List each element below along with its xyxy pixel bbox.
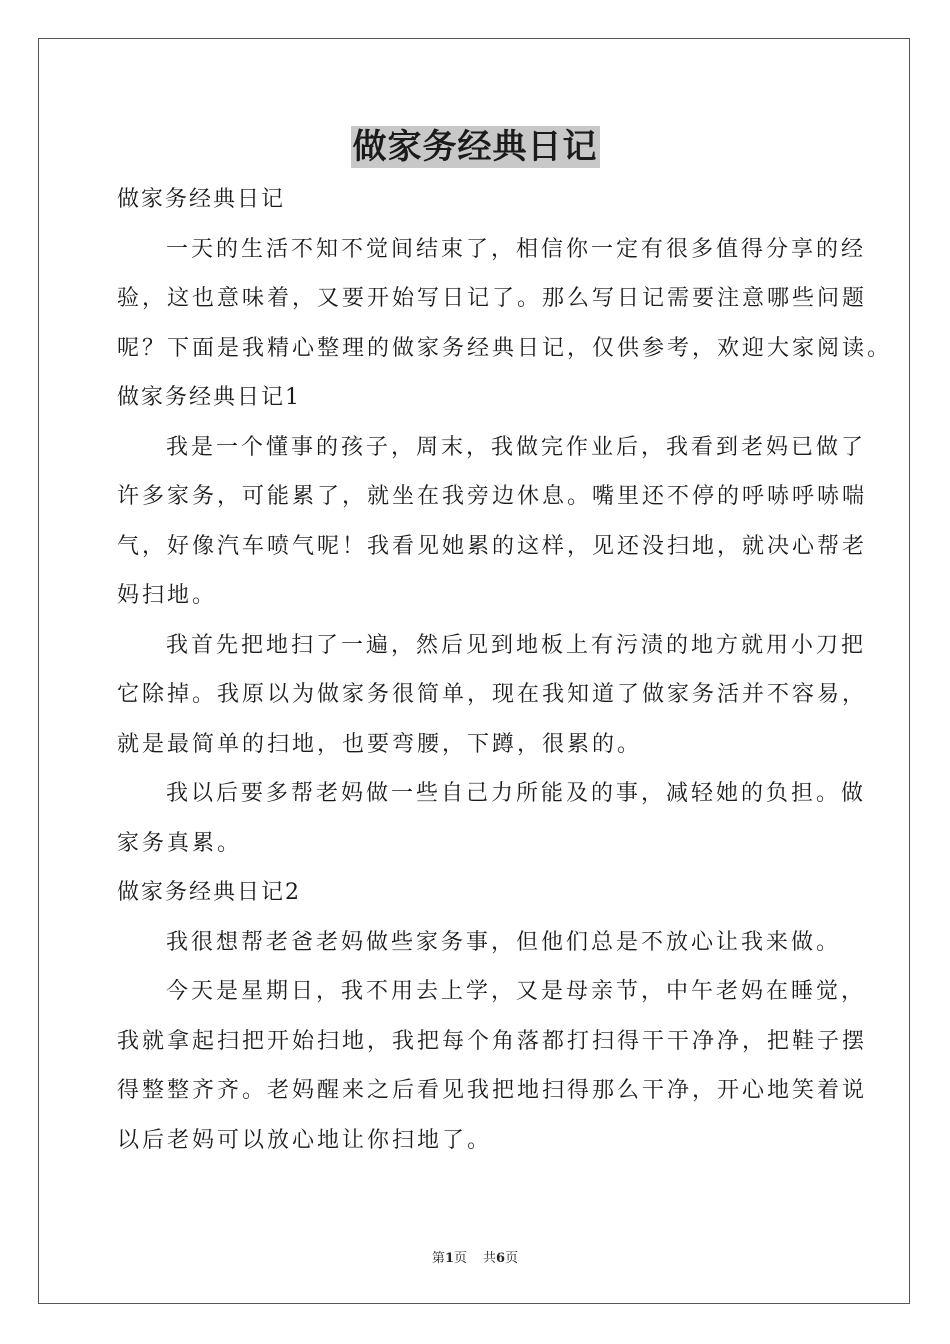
text-line: 它除掉。我原以为做家务很简单，现在我知道了做家务活并不容易， (117, 682, 868, 707)
page-label-suffix: 页 (453, 1251, 467, 1266)
page-label-prefix: 第 (431, 1251, 445, 1266)
page-footer (0, 1247, 950, 1266)
document-body (117, 175, 893, 1165)
total-label-suffix: 页 (505, 1251, 519, 1266)
text-line: 许多家务，可能累了，就坐在我旁边休息。嘴里还不停的呼哧呼哧喘 (117, 484, 868, 509)
text-line: 得整整齐齐。老妈醒来之后看见我把地扫得那么干净，开心地笑着说 (117, 1078, 868, 1103)
page-number: 1 (444, 1251, 454, 1266)
section-heading: 做家务经典日记2 (117, 880, 301, 905)
text-line: 呢？下面是我精心整理的做家务经典日记，仅供参考，欢迎大家阅读。 (117, 335, 893, 361)
text-line: 就是最简单的扫地，也要弯腰，下蹲，很累的。 (117, 731, 643, 757)
text-line: 我就拿起扫把开始扫地，我把每个角落都打扫得干干净净，把鞋子摆 (117, 1028, 868, 1054)
total-pages: 6 (496, 1251, 506, 1266)
document-title: 做家务经典日记 (352, 127, 598, 167)
text-line: 验，这也意味着，又要开始写日记了。那么写日记需要注意哪些问题 (117, 286, 868, 311)
section-heading: 做家务经典日记 (117, 187, 286, 212)
text-line: 气，好像汽车喷气呢！我看见她累的这样，见还没扫地，就决心帮老 (117, 533, 868, 559)
text-line: 家务真累。 (117, 830, 243, 856)
text-line: 我很想帮老爸老妈做些家务事，但他们总是不放心让我来做。 (166, 929, 842, 955)
text-line: 以后老妈可以放心地让你扫地了。 (117, 1127, 493, 1153)
title-block (0, 126, 950, 168)
text-line: 我首先把地扫了一遍，然后见到地板上有污渍的地方就用小刀把 (166, 632, 867, 658)
section-heading: 做家务经典日记1 (117, 385, 301, 410)
total-label-prefix: 共 (483, 1251, 497, 1266)
text-line: 今天是星期日，我不用去上学，又是母亲节，中午老妈在睡觉， (166, 979, 867, 1004)
text-line: 一天的生活不知不觉间结束了，相信你一定有很多值得分享的经 (166, 236, 867, 262)
text-line: 我以后要多帮老妈做一些自己力所能及的事，减轻她的负担。做 (166, 781, 867, 806)
text-line: 我是一个懂事的孩子，周末，我做完作业后，我看到老妈已做了 (166, 434, 867, 460)
text-line: 妈扫地。 (117, 583, 218, 608)
